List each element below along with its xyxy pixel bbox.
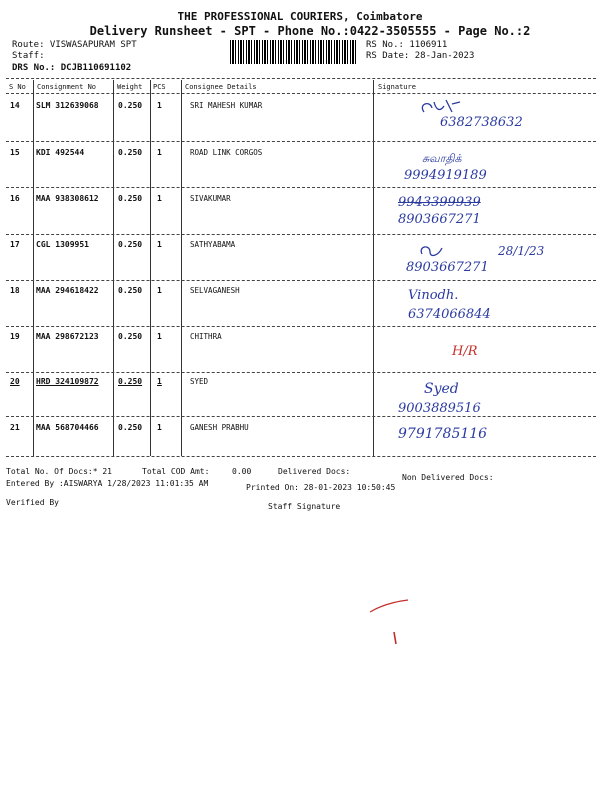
barcode <box>230 40 358 64</box>
row-consignment: MAA 298672123 <box>36 332 99 341</box>
row-pcs: 1 <box>157 286 162 295</box>
drs-number: DRS No.: DCJB110691102 <box>12 63 132 73</box>
row-sno: 16 <box>10 194 20 203</box>
company-title: THE PROFESSIONAL COURIERS, Coimbatore <box>177 10 423 23</box>
rs-number: RS No.: 1106911 <box>366 40 448 50</box>
signature-phone: 8903667271 <box>406 260 489 275</box>
signature-phone: 9994919189 <box>404 168 487 183</box>
row-sno: 21 <box>10 423 20 432</box>
signature-scribble <box>418 244 448 260</box>
row-consignee: SELVAGANESH <box>190 286 240 295</box>
row-weight: 0.250 <box>118 286 143 295</box>
row-pcs: 1 <box>157 194 162 203</box>
row-consignment: HRD 324109872 <box>36 377 99 386</box>
row-pcs: 1 <box>157 240 162 249</box>
signature-phone: 8903667271 <box>398 212 481 227</box>
row-sno: 15 <box>10 148 20 157</box>
row-sno: 20 <box>10 377 20 386</box>
signature-phone: 6374066844 <box>408 307 491 322</box>
row-consignee: SRI MAHESH KUMAR <box>190 101 263 110</box>
signature-date: 28/1/23 <box>498 244 545 258</box>
row-weight: 0.250 <box>118 377 143 386</box>
col-pcs: PCS <box>153 83 166 91</box>
row-consignee: SATHYABAMA <box>190 240 236 249</box>
row-consignee: SYED <box>190 377 209 386</box>
col-separator <box>150 80 151 456</box>
entered-by: Entered By :AISWARYA 1/28/2023 11:01:35 AM <box>6 479 209 488</box>
row-rule <box>6 234 596 235</box>
row-consignee: GANESH PRABHU <box>190 423 249 432</box>
row-consignment: MAA 294618422 <box>36 286 99 295</box>
row-weight: 0.250 <box>118 101 143 110</box>
row-consignee: CHITHRA <box>190 332 222 341</box>
col-signature: Signature <box>378 83 416 91</box>
non-delivered-docs: Non Delivered Docs: <box>402 473 494 482</box>
signature-text: Syed <box>424 381 459 397</box>
col-separator <box>373 80 374 456</box>
col-weight: Weight <box>117 83 143 91</box>
runsheet-title: Delivery Runsheet - SPT - Phone No.:0422-3505555 - Page No.:2 <box>89 24 531 38</box>
total-docs: Total No. Of Docs:* 21 <box>6 467 112 476</box>
row-consignment: CGL 1309951 <box>36 240 89 249</box>
col-separator <box>113 80 114 456</box>
signature-text: Vinodh. <box>408 288 459 303</box>
row-rule <box>6 280 596 281</box>
row-consignee: SIVAKUMAR <box>190 194 231 203</box>
signature-phone: 9791785116 <box>398 426 488 442</box>
row-weight: 0.250 <box>118 423 143 432</box>
row-weight: 0.250 <box>118 148 143 157</box>
row-pcs: 1 <box>157 148 162 157</box>
row-pcs: 1 <box>157 101 162 110</box>
row-weight: 0.250 <box>118 194 143 203</box>
route-label: Route: VISWASAPURAM SPT <box>12 40 137 50</box>
row-consignment: SLM 312639068 <box>36 101 99 110</box>
row-consignment: MAA 938308612 <box>36 194 99 203</box>
col-separator <box>181 80 182 456</box>
row-rule <box>6 416 596 417</box>
row-consignment: KDI 492544 <box>36 148 85 157</box>
table-top-rule <box>6 78 596 79</box>
row-consignee: ROAD LINK CORGOS <box>190 148 263 157</box>
signature-phone: 6382738632 <box>440 115 523 130</box>
row-sno: 18 <box>10 286 20 295</box>
col-consignee: Consignee Details <box>185 83 257 91</box>
staff-label: Staff: <box>12 51 45 61</box>
col-consignment: Consignment No <box>37 83 97 91</box>
col-sno: S No <box>9 83 26 91</box>
row-consignment: MAA 568704466 <box>36 423 99 432</box>
row-rule <box>6 141 596 142</box>
row-rule <box>6 187 596 188</box>
row-rule <box>6 372 596 373</box>
total-cod-value: 0.00 <box>232 467 252 476</box>
row-sno: 19 <box>10 332 20 341</box>
signature-phone: 9003889516 <box>398 401 481 416</box>
verified-by: Verified By <box>6 498 59 507</box>
printed-on: Printed On: 28-01-2023 10:50:45 <box>246 483 396 492</box>
red-pen-mark <box>366 596 416 648</box>
row-weight: 0.250 <box>118 240 143 249</box>
header-rule <box>6 93 596 94</box>
staff-signature-label: Staff Signature <box>268 502 341 511</box>
total-cod-label: Total COD Amt: <box>142 467 210 476</box>
col-separator <box>33 80 34 456</box>
table-bottom-rule <box>6 456 596 457</box>
row-pcs: 1 <box>157 377 162 386</box>
signature-text: H/R <box>452 344 478 359</box>
delivered-docs: Delivered Docs: <box>278 467 351 476</box>
row-rule <box>6 326 596 327</box>
signature-text: 9943399939 <box>398 195 481 210</box>
row-pcs: 1 <box>157 423 162 432</box>
row-pcs: 1 <box>157 332 162 341</box>
row-sno: 14 <box>10 101 20 110</box>
rs-date: RS Date: 28-Jan-2023 <box>366 51 475 61</box>
row-weight: 0.250 <box>118 332 143 341</box>
row-sno: 17 <box>10 240 20 249</box>
signature-text: சுவாதிக் <box>422 152 462 165</box>
